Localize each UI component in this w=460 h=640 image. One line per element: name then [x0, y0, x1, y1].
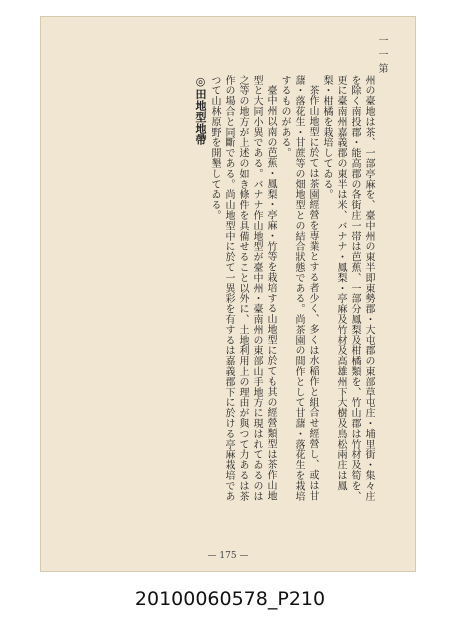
- paragraph-1: 州の臺地は茶、一部亭麻を、臺中州の東半即東勢郡・大屯郡の東部草屯庄・埔里街・集々庄を除く南投郡・能高郡の各街庄一帯は芭蕉、一部分鳳梨及柑橘類を、竹山郡は竹材及筍を、更に臺南州嘉義郡の東半は米、バナナ・鳳梨・亭麻及竹材及高雄州下大樹及鳥松兩庄は鳳梨・柑橘を栽培してゐる。: [321, 75, 374, 502]
- image-caption: 20100060578_P210: [134, 588, 326, 610]
- document-page: [40, 16, 416, 572]
- paragraph-3: 臺中州以南の芭蕉・鳳梨・亭麻・竹等を栽培する山地型に於ても其の經營類型は茶作山地型と大同小異である。バナナ作山地型が臺中州・臺南州の東部山手地方に現はれてゐるのは之等の地方が上述の如き條件を具備せること以外に、土地利用上の理由が與つて力あるは茶作の場合と同斷である。尚山地型中に於て一異彩を有するは嘉義郡下に於ける亭麻栽培であつて山林原野を開墾してゐる。: [209, 75, 276, 502]
- paragraph-2: 茶作山地型に於ては茶園經營を専業とする者少く、多くは水稲作と組合せ經營し、或は甘藷・落花生・甘蔗等の畑地型との結合狀態である。尚茶園の間作として甘藷・落花生を栽培するものがある。: [279, 75, 318, 502]
- section-heading: ◎田地型地帶: [194, 75, 207, 146]
- running-header: 一一第: [376, 35, 387, 77]
- page-number: — 175 —: [207, 551, 249, 561]
- body-text: [75, 75, 375, 505]
